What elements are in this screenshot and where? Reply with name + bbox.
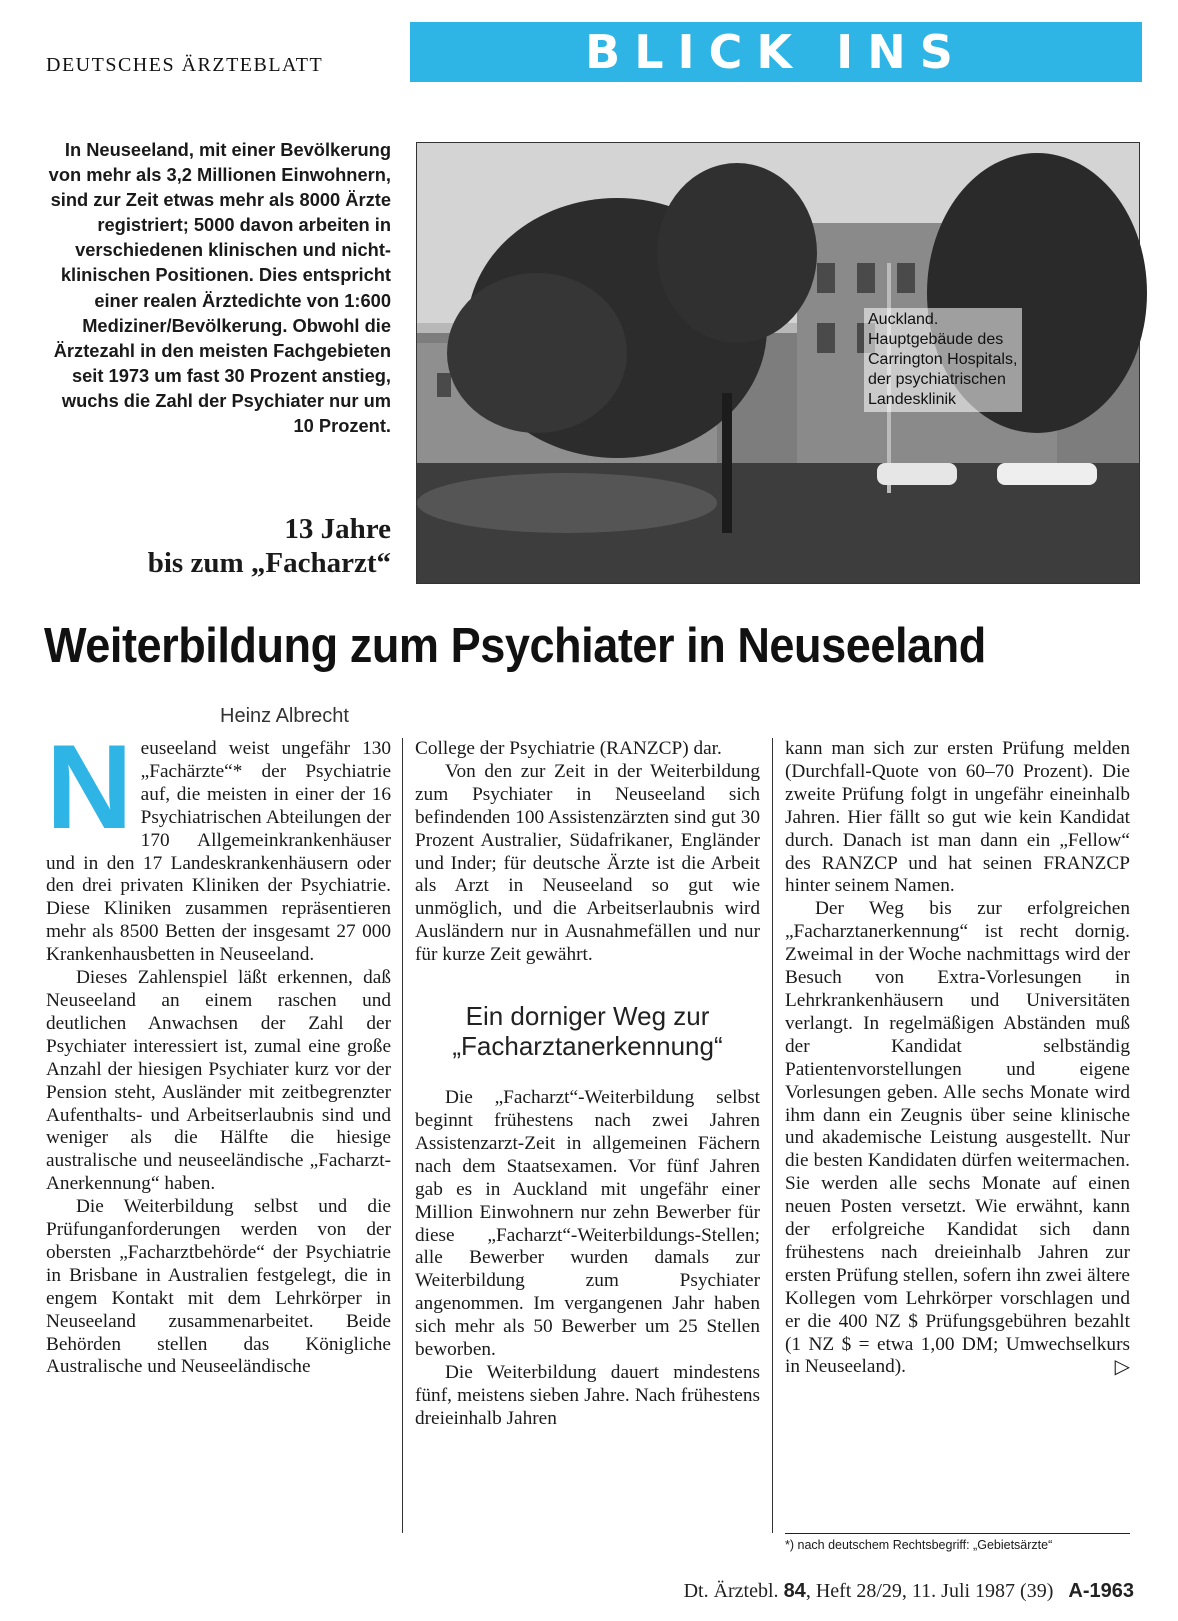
- paragraph: College der Psychiatrie (RANZCP) dar.: [415, 738, 722, 759]
- section-heading: Ein dorniger Weg zur „Facharztanerkennung“: [452, 1001, 723, 1062]
- paragraph: Die Weiterbildung dauert mindestens fünf, meistens sieben Jahre. Nach frühestens dreieinhalb Jahren: [415, 1361, 760, 1429]
- drop-cap: N: [46, 720, 133, 854]
- subheadline-line2: bis zum „Facharzt“: [147, 547, 391, 579]
- journal-name: DEUTSCHES ÄRZTEBLATT: [46, 54, 324, 76]
- footer-journal: Dt. Ärztebl.: [683, 1580, 779, 1602]
- subheadline: [46, 512, 391, 580]
- footer-volume: 84: [783, 1580, 806, 1602]
- column-divider: [772, 738, 773, 1533]
- hospital-photo-illustration: [417, 143, 1139, 583]
- article-headline: Weiterbildung zum Psychiater in Neuseeland: [44, 619, 986, 673]
- hospital-photo: [416, 142, 1140, 584]
- article-column-3: [785, 738, 1130, 1379]
- section-banner: BLICK INS AUSLAND: [410, 22, 1142, 82]
- article-column-1: [46, 720, 391, 1379]
- paragraph: kann man sich zur ersten Prüfung melden (Durchfall-Quote von 60–70 Prozent). Die zweite Prüfung folgt in ungefähr eineinhalb Jahren. Hier fällt so gut wie kein Kandidat durch. Danach ist man dann ein „Fellow“ des RANZCP und hat seinen FRANZCP hinter seinem Namen.: [785, 738, 1130, 897]
- paragraph-text: Der Weg bis zur erfolgreichen „Facharztanerkennung“ ist recht dornig. Zweimal in der Woche nachmittags wird der Besuch von Extra-Vorlesungen in Lehrkrankenhäusern und Universitäten verlangt. In regelmäßigen Abständen muß der Kandidat selbständig Patientenvorstellungen und eigene Vorlesungen geben. Alle sechs Monate wird ihm dann ein Zeugnis über seine klinische und akademische Leistung ausgestellt. Nur die besten Kandidaten dürfen weitermachen. Sie werden alle sechs Monate auf einen neuen Posten versetzt. Wie erwähnt, kann der erfolgreiche Kandidat sich dann frühestens nach dreieinhalb Jahren zur ersten Prüfung stellen, sofern ihn zwei ältere Kollegen vom Lehrkörper vorschlagen und er die 400 NZ $ Prüfungsgebühren bezahlt (1 NZ $ = etwa 1,00 DM; Umwechselkurs in Neuseeland).: [785, 898, 1130, 1378]
- article-column-2: [415, 738, 760, 1431]
- page-footer: [684, 1580, 1134, 1603]
- footer-issue: , Heft 28/29, 11. Juli 1987 (39): [805, 1580, 1054, 1602]
- footer-page-number: A-1963: [1068, 1580, 1134, 1602]
- subheadline-line1: 13 Jahre: [284, 513, 391, 545]
- column-divider: [402, 738, 403, 1533]
- continue-arrow-icon: ▷: [1114, 1356, 1130, 1379]
- paragraph: Dieses Zahlenspiel läßt erkennen, daß Neuseeland an einem raschen und deutlichen Anwachsen der Zahl der Psychiater interessiert ist, zumal eine große Anzahl der hiesigen Psychiater kurz vor der Pension steht, Ausländer mit zeitbegrenzter Aufenthalts- und Arbeitserlaubnis sind und weniger als die Hälfte die hiesige australische und neuseeländische „Facharzt-Anerkennung“ haben.: [46, 967, 391, 1195]
- intro-paragraph: In Neuseeland, mit einer Bevölkerung von mehr als 3,2 Millionen Einwohnern, sind zur Zeit etwas mehr als 8000 Ärzte registriert; 5000 davon arbeiten in verschiedenen klinischen und nicht-klinischen Positionen. Dies entspricht einer realen Ärztedichte von 1:600 Mediziner/Bevölkerung. Obwohl die Ärztezahl in den meisten Fachgebieten seit 1973 um fast 30 Prozent anstieg, wuchs die Zahl der Psychiater nur um 10 Prozent.: [48, 139, 391, 437]
- paragraph: Die Weiterbildung selbst und die Prüfunganforderungen werden von der obersten „Facharztbehörde“ der Psychiatrie in Brisbane in Australien festgelegt, die in engem Kontakt mit dem Lehrkörper in Neuseeland zusammenarbeitet. Beide Behörden stellen das Königliche Australische und Neuseeländische: [46, 1196, 391, 1378]
- paragraph: [785, 898, 1130, 1379]
- footnote: *) nach deutschem Rechtsbegriff: „Gebietsärzte“: [785, 1533, 1130, 1552]
- paragraph-text: euseeland weist ungefähr 130 „Fachärzte“* der Psychiatrie auf, die meisten in einer der 16 Psychiatrischen Abteilungen der 170 Allgemeinkrankenhäuser und in den 17 Landeskrankenhäusern oder den drei privaten Kliniken der Psychiatrie. Diese Kliniken zusammen repräsentieren mehr als 8500 Betten der insgesamt 27 000 Krankenhausbetten in Neuseeland.: [46, 738, 391, 966]
- paragraph: Die „Facharzt“-Weiterbildung selbst beginnt frühestens nach zwei Jahren Assistenzarzt-Zeit in allgemeinen Fächern nach dem Staatsexamen. Vor fünf Jahren gab es in Auckland mit ungefähr einer Million Einwohnern nur zehn Bewerber für diese „Facharzt“-Weiterbildungs-Stellen; alle Bewerber wurden damals zur Weiterbildung zum Psychiater angenommen. Im vergangenen Jahr haben sich mehr als 50 Bewerber um 25 Stellen beworben.: [415, 1087, 760, 1361]
- paragraph: [46, 720, 391, 967]
- article-author: Heinz Albrecht: [220, 705, 349, 727]
- paragraph: Von den zur Zeit in der Weiterbildung zum Psychiater in Neuseeland sich befindenden 100 Assistenzärzten sind gut 30 Prozent Australier, Südafrikaner, Engländer und Inder; für deutsche Ärzte ist die Arbeit als Arzt in Neuseeland so gut wie unmöglich, und die Arbeitserlaubnis wird Ausländern nur in Ausnahmefällen und nur für kurze Zeit gewährt.: [415, 760, 760, 966]
- photo-caption: Auckland. Hauptgebäude des Carrington Hospitals, der psychiatrischen Landesklinik: [864, 308, 1022, 412]
